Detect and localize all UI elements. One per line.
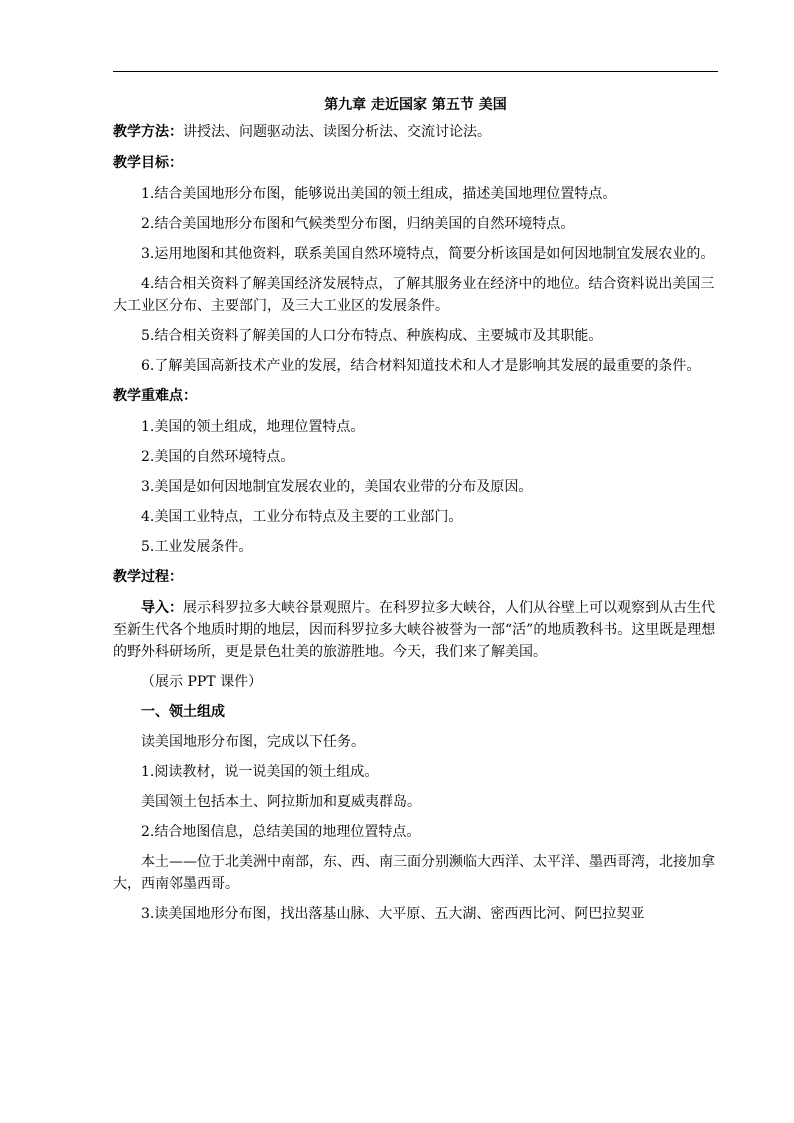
goal-item: 1.结合美国地形分布图，能够说出美国的领土组成，描述美国地理位置特点。 [141, 186, 617, 202]
section-item: 3.读美国地形分布图，找出落基山脉、大平原、五大湖、密西西比河、阿巴拉契亚 [141, 906, 645, 922]
goal-item: 3.运用地图和其他资料，联系美国自然环境特点，简要分析该国是如何因地制宜发展农业的。 [141, 246, 715, 262]
intro-paragraph [113, 597, 718, 663]
goal-item: 4.结合相关资料了解美国经济发展特点，了解其服务业在经济中的地位。结合资料说出美国三大工业区分布、主要部门，及三大工业区的发展条件。 [113, 276, 715, 314]
document-title: 第九章 走近国家 第五节 美国 [324, 97, 507, 113]
key-point-item: 5.工业发展条件。 [141, 539, 253, 555]
key-point-item: 2.美国的自然环境特点。 [141, 449, 295, 465]
ppt-note: （展示 PPT 课件） [141, 674, 263, 690]
section-item: 美国领土包括本土、阿拉斯加和夏威夷群岛。 [141, 794, 421, 810]
header-rule [113, 71, 718, 72]
teaching-method-text: 讲授法、问题驱动法、读图分析法、交流讨论法。 [183, 124, 491, 140]
teaching-goals-heading: 教学目标： [113, 155, 183, 171]
section-item: 1.阅读教材，说一说美国的领土组成。 [141, 764, 379, 780]
goal-item: 5.结合相关资料了解美国的人口分布特点、种族构成、主要城市及其职能。 [141, 328, 603, 344]
section-heading-territory: 一、领土组成 [141, 704, 225, 720]
goal-item: 6.了解美国高新技术产业的发展，结合材料知道技术和人才是影响其发展的最重要的条件。 [141, 358, 701, 374]
goal-item: 2.结合美国地形分布图和气候类型分布图，归纳美国的自然环境特点。 [141, 216, 575, 232]
section-item: 读美国地形分布图，完成以下任务。 [141, 734, 365, 750]
document-body [113, 94, 718, 933]
section-item: 本土——位于北美洲中南部，东、西、南三面分别濒临大西洋、太平洋、墨西哥湾，北接加拿大，西南邻墨西哥。 [113, 854, 715, 892]
teaching-method-label: 教学方法： [113, 124, 183, 140]
key-points-heading: 教学重难点： [113, 388, 197, 404]
teaching-method [113, 121, 718, 143]
key-point-item: 3.美国是如何因地制宜发展农业的，美国农业带的分布及原因。 [141, 479, 533, 495]
intro-text: 展示科罗拉多大峡谷景观照片。在科罗拉多大峡谷，人们从谷壁上可以观察到从古生代至新生代各个地质时期的地层，因而科罗拉多大峡谷被誉为一部“活”的地质教科书。这里既是理想的野外科研场所，更是景色壮美的旅游胜地。今天，我们来了解美国。 [113, 600, 716, 660]
teaching-process-heading: 教学过程： [113, 569, 183, 585]
key-point-item: 4.美国工业特点，工业分布特点及主要的工业部门。 [141, 509, 463, 525]
key-point-item: 1.美国的领土组成，地理位置特点。 [141, 419, 365, 435]
intro-label: 导入： [141, 600, 183, 616]
section-item: 2.结合地图信息，总结美国的地理位置特点。 [141, 824, 421, 840]
